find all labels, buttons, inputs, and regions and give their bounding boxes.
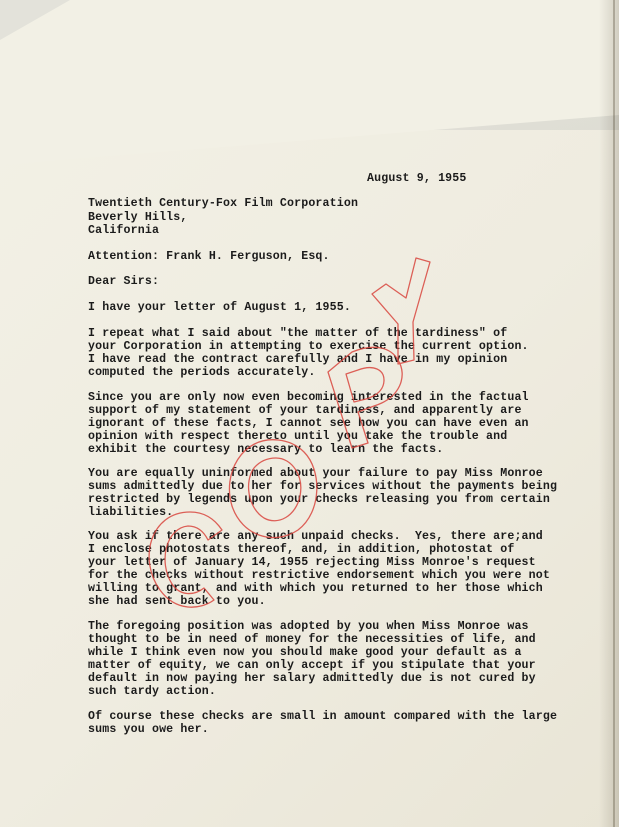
body-line: exhibit the courtesy necessary to learn the facts. (88, 443, 444, 456)
body-line: willing to grant, and with which you returned to her those which (88, 582, 543, 595)
body-line: default in now paying her salary admittedly due is not cured by (88, 672, 536, 685)
body-line: Since you are only now even becoming interested in the factual (88, 391, 529, 404)
body-line: your Corporation in attempting to exercise the current option. (88, 340, 529, 353)
body-line: You are equally uninformed about your failure to pay Miss Monroe (88, 467, 543, 480)
body-line: sums you owe her. (88, 723, 209, 736)
body-line: ignorant of these facts, I cannot see how you can have even an (88, 417, 529, 430)
body-line: liabilities. (88, 506, 174, 519)
body-line: I enclose photostats thereof, and, in addition, photostat of (88, 543, 515, 556)
body-line: I repeat what I said about "the matter of the tardiness" of (88, 327, 508, 340)
body-line: thought to be in need of money for the necessities of life, and (88, 633, 536, 646)
body-line: such tardy action. (88, 685, 216, 698)
body-line: opinion with respect thereto until you take the trouble and (88, 430, 508, 443)
body-line: I have read the contract carefully and I have in my opinion (88, 353, 508, 366)
page-edge (613, 0, 615, 827)
attention-line: Attention: Frank H. Ferguson, Esq. (88, 250, 330, 263)
body-line: sums admittedly due to her for services without the payments being (88, 480, 558, 493)
body-line: matter of equity, we can only accept if you stipulate that your (88, 659, 536, 672)
body-line: support of my statement of your tardiness, and apparently are (88, 404, 522, 417)
body-line: restricted by legends upon your checks releasing you from certain (88, 493, 550, 506)
body-line: You ask if there are any such unpaid checks. Yes, there are;and (88, 530, 543, 543)
body-line: Of course these checks are small in amount compared with the large (88, 710, 558, 723)
address-line: Beverly Hills, (88, 211, 188, 224)
body-line: she had sent back to you. (88, 595, 266, 608)
salutation: Dear Sirs: (88, 275, 160, 288)
body-line: while I think even now you should make good your default as a (88, 646, 522, 659)
letter-date: August 9, 1955 (367, 172, 467, 185)
body-line: The foregoing position was adopted by you when Miss Monroe was (88, 620, 529, 633)
body-line: your letter of January 14, 1955 rejecting Miss Monroe's request (88, 556, 536, 569)
body-line: I have your letter of August 1, 1955. (88, 301, 351, 314)
address-line: California (88, 224, 160, 237)
binding-shadow (599, 0, 619, 827)
address-line: Twentieth Century-Fox Film Corporation (88, 197, 359, 210)
body-line: for the checks without restrictive endorsement which you were not (88, 569, 550, 582)
body-line: computed the periods accurately. (88, 366, 316, 379)
